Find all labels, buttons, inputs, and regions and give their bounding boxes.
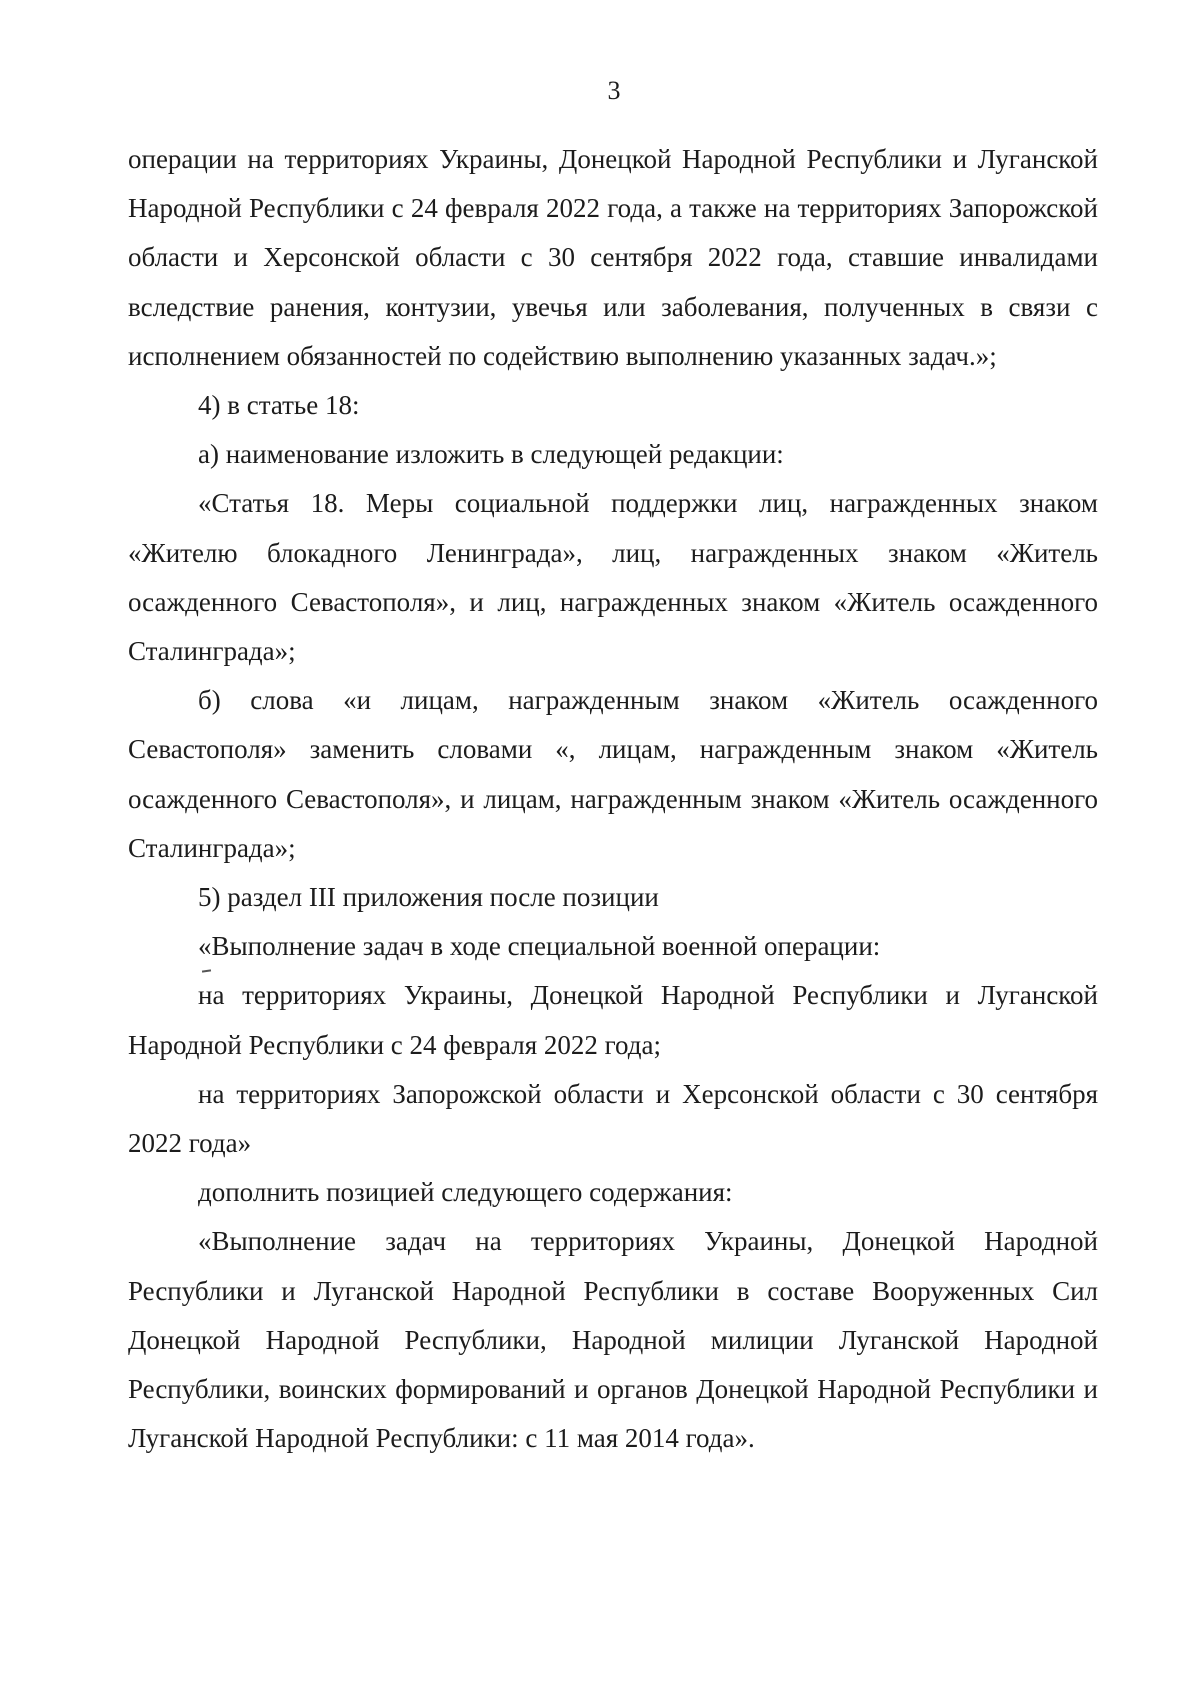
paragraph-item-4b: б) слова «и лицам, награжденным знаком «Житель осажденного Севастополя» заменить словами «, лицам, награжденным знаком «Житель осажденного Севастополя», и лицам, награжденным знаком «Житель осажденного Сталинграда»;: [128, 685, 1098, 863]
paragraph-quoted-territories-1: на территориях Украины, Донецкой Народной Республики и Луганской Народной Республики с 24 февраля 2022 года;: [128, 980, 1098, 1060]
paragraph-item-5: 5) раздел III приложения после позиции: [198, 882, 659, 913]
paragraph-item-4: 4) в статье 18:: [198, 390, 360, 421]
paragraph-article-18-title: «Статья 18. Меры социальной поддержки лиц, награжденных знаком «Жителю блокадного Ленинграда», лиц, награжденных знаком «Житель осажденного Севастополя», и лиц, награжденных знаком «Житель осажденного Сталинграда»;: [128, 488, 1098, 667]
paragraph-quoted-territories-2: на территориях Запорожской области и Херсонской области с 30 сентября 2022 года»: [128, 1078, 1098, 1159]
page-number: 3: [607, 76, 621, 105]
paragraph-supplement-intro: дополнить позицией следующего содержания:: [198, 1177, 733, 1208]
document-body: [128, 135, 1098, 1463]
paragraph-new-position: «Выполнение задач на территориях Украины, Донецкой Народной Республики и Луганской Народной Республики в составе Вооруженных Сил Донецкой Народной Республики, Народной милиции Луганской Народной Республики, воинских формирований и органов Донецкой Народной Республики и Луганской Народной Республики: с 11 мая 2014 года».: [128, 1226, 1098, 1454]
paragraph-continuation: операции на территориях Украины, Донецкой Народной Республики и Луганской Народной Республики с 24 февраля 2022 года, а также на территориях Запорожской области и Херсонской области с 30 сентября 2022 года, ставшие инвалидами вследствие ранения, контузии, увечья или заболевания, полученных в связи с исполнением обязанностей по содействию выполнению указанных задач.»;: [128, 144, 1098, 371]
paragraph-item-4a: а) наименование изложить в следующей редакции:: [198, 439, 784, 470]
paragraph-quoted-position-heading: «Выполнение задач в ходе специальной военной операции:: [198, 931, 881, 962]
